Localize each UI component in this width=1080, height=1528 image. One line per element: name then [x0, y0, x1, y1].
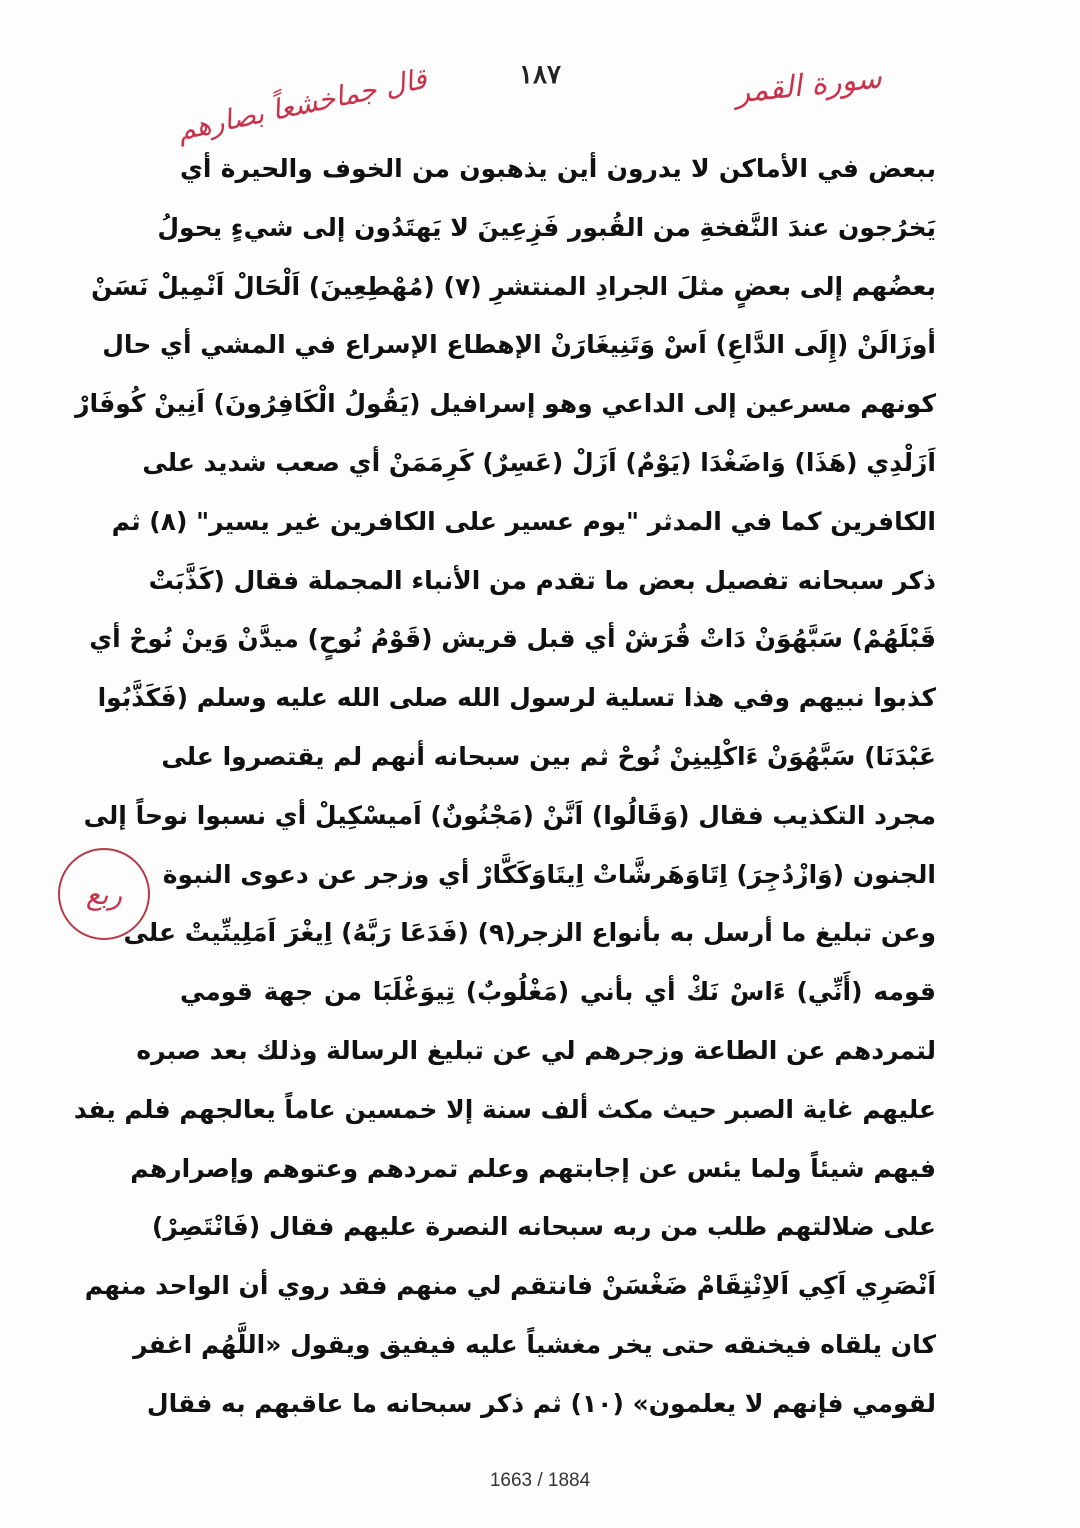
text-line: الكافرين كما في المدثر "يوم عسير على الكافرين غير يسير" (٨) ثم [111, 506, 936, 536]
text-line: اَنْصَرِي اَكِي اَلاِنْتِقَامْ ضَغْسَنْ فانتقم لي منهم فقد روي أن الواحد منهم [84, 1271, 936, 1301]
text-line: الجنون (وَازْدُجِرَ) اِتَاوَهَرشَّاتْ اِيتَاوَكَكَّارْ أي وزجر عن دعوى النبوة [162, 859, 936, 889]
surah-name-annotation: سورة القمر [733, 60, 884, 111]
text-line: قومه (أَنِّي) ءَاسْ نَكْ أي بأني (مَغْلُوبٌ) تِيوَغْلَبَا من جهة قومي [180, 977, 936, 1007]
text-line: فيهم شيئاً ولما يئس عن إجابتهم وعلم تمردهم وعتوهم وإصرارهم [130, 1153, 936, 1183]
text-line: كان يلقاه فيخنقه حتى يخر مغشياً عليه فيفيق ويقول «اللَّهُم اغفر [133, 1329, 936, 1359]
text-line: ذكر سبحانه تفصيل بعض ما تقدم من الأنباء المجملة فقال (كَذَّبَتْ [148, 565, 936, 595]
text-line: كذبوا نبيهم وفي هذا تسلية لرسول الله صلى الله عليه وسلم (فَكَذَّبُوا [97, 683, 936, 713]
text-line: عَبْدَنَا) سَبَّهُوَنْ ءَاكْلِينِنْ نُوحْ ثم بين سبحانه أنهم لم يقتصروا على [161, 741, 936, 771]
text-line: على ضلالتهم طلب من ربه سبحانه النصرة عليهم فقال (فَانْتَصِرْ) [151, 1212, 936, 1242]
verse-annotation: قال جماخشعاً بصارهم [174, 61, 430, 148]
text-line: قَبْلَهُمْ) سَبَّهُوَنْ دَاتْ قُرَشْ أي قبل قريش (قَوْمُ نُوحٍ) ميدَّنْ وَينْ نُوحْ أي [89, 624, 936, 654]
text-line: وعن تبليغ ما أرسل به بأنواع الزجر(٩) (فَدَعَا رَبَّهُ) اِيغْرَ اَمَلِينِّيتْ على [123, 918, 936, 948]
text-line: أوزَالَنْ (إِلَى الدَّاعِ) اَسْ وَتَنِيغَارَنْ الإهطاع الإسراع في المشي أي حال [102, 330, 936, 360]
text-line: ببعض في الأماكن لا يدرون أين يذهبون من الخوف والحيرة أي [180, 154, 936, 183]
text-line: عليهم غاية الصبر حيث مكث ألف سنة إلا خمسين عاماً يعالجهم فلم يفد [73, 1094, 936, 1124]
text-line: اَزَلْدِي (هَذَا) وَاضَغْدَا (يَوْمٌ) اَزَلْ (عَسِرٌ) كَرِمَمَنْ أي صعب شديد على [142, 447, 936, 477]
text-line: مجرد التكذيب فقال (وَقَالُوا) اَنَّنْ (مَجْنُونٌ) اَميسْكِيلْ أي نسبوا نوحاً إلى [83, 800, 936, 830]
quarter-mark-label: ربع [85, 877, 123, 911]
page-counter: 1663 / 1884 [489, 1470, 591, 1491]
text-line: كونهم مسرعين إلى الداعي وهو إسرافيل (يَقُولُ الْكَافِرُونَ) اَنِينْ كُوفَارْ [75, 389, 936, 419]
text-line: لتمردهم عن الطاعة وزجرهم لي عن تبليغ الرسالة وذلك بعد صبره [136, 1035, 936, 1065]
page-number: ١٨٧ [519, 60, 561, 90]
text-line: يَخرُجون عندَ النَّفخةِ من القُبور فَزِعِينَ لا يَهتَدُون إلى شيءٍ يحولُ [157, 212, 936, 242]
text-line: لقومي فإنهم لا يعلمون» (١٠) ثم ذكر سبحانه ما عاقبهم به فقال [146, 1388, 936, 1418]
text-line: بعضُهم إلى بعضٍ مثلَ الجرادِ المنتشرِ (٧) (مُهْطِعِينَ) اَلْحَالْ اَنْمِيلْ نَسَنْ [91, 271, 936, 301]
